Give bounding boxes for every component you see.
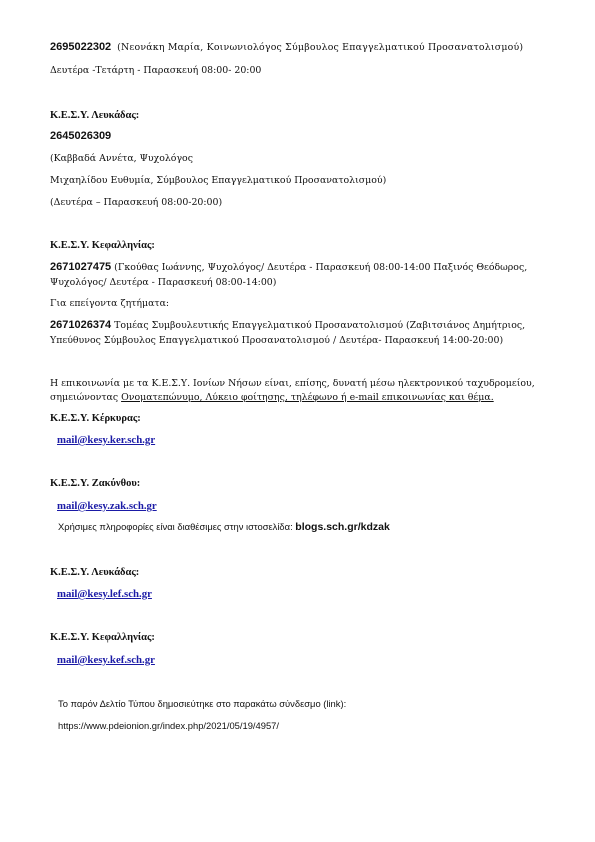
contact-line-gkouthas	[50, 261, 527, 273]
contact-line-zavitsianos	[50, 319, 525, 331]
contact-line-neonaki	[50, 41, 523, 53]
website-link[interactable]: blogs.sch.gr/kdzak	[295, 521, 390, 533]
phone-number: 2645026309	[50, 130, 112, 142]
contact-text: (Νεονάκη Μαρία, Κοινωνιολόγος Σύμβουλος Επαγγελματικού Προσανατολισμού)	[117, 42, 524, 53]
phone-number: 2671026374	[50, 319, 112, 331]
email-link-zakynthos[interactable]: mail@kesy.zak.sch.gr	[57, 500, 157, 512]
urgent-label: Για επείγοντα ζητήματα:	[50, 298, 170, 309]
contact-text: (Γκούθας Ιωάννης, Ψυχολόγος/ Δευτέρα - Παρασκευή 08:00-14:00 Παξινός Θεόδωρος,	[114, 262, 528, 273]
hours-text: (Δευτέρα – Παρασκευή 08:00-20:00)	[50, 197, 223, 208]
email-link-kefalonia[interactable]: mail@kesy.kef.sch.gr	[57, 654, 155, 666]
email-link-kerkyra[interactable]: mail@kesy.ker.sch.gr	[57, 434, 156, 446]
contact-text: Τομέας Συμβουλευτικής Επαγγελματικού Προσανατολισμού (Ζαβιτσιάνος Δημήτριος,	[114, 320, 526, 331]
section-heading-kefalonia-email: Κ.Ε.Σ.Υ. Κεφαλληνίας:	[50, 632, 155, 643]
section-heading-zakynthos: Κ.Ε.Σ.Υ. Ζακύνθου:	[50, 478, 141, 489]
email-info-text: σημειώνοντας Ονοματεπώνυμο, Λύκειο φοίτησης, τηλέφωνο ή e-mail επικοινωνίας και θέμα.	[50, 392, 494, 403]
section-heading-lefkada-email: Κ.Ε.Σ.Υ. Λευκάδας:	[50, 567, 140, 578]
email-link-lefkada[interactable]: mail@kesy.lef.sch.gr	[57, 588, 152, 600]
press-release-url[interactable]: https://www.pdeionion.gr/index.php/2021/05/19/4957/	[58, 720, 279, 731]
website-info-line: Χρήσιμες πληροφορίες είναι διαθέσιμες στην ιστοσελίδα: blogs.sch.gr/kdzak	[58, 521, 390, 533]
phone-number: 2695022302	[50, 41, 112, 53]
required-fields-text: Ονοματεπώνυμο, Λύκειο φοίτησης, τηλέφωνο ή e-mail επικοινωνίας και θέμα.	[121, 392, 494, 403]
press-release-text: Το παρόν Δελτίο Τύπου δημοσιεύτηκε στο παρακάτω σύνδεσμο (link):	[58, 698, 347, 709]
contact-text: (Καββαδά Αννέτα, Ψυχολόγος	[50, 153, 193, 164]
email-info-text: Η επικοινωνία με τα Κ.Ε.Σ.Υ. Ιονίων Νήσων είναι, επίσης, δυνατή μέσω ηλεκτρονικού ταχυδρομείου,	[50, 378, 535, 389]
phone-number: 2671027475	[50, 261, 112, 273]
contact-text: Υπεύθυνος Σύμβουλος Επαγγελματικού Προσανατολισμού / Δευτέρα- Παρασκευή 14:00-20:00)	[50, 335, 504, 346]
section-heading-kerkyra: Κ.Ε.Σ.Υ. Κέρκυρας:	[50, 413, 141, 424]
section-heading-kefalonia: Κ.Ε.Σ.Υ. Κεφαλληνίας:	[50, 240, 155, 251]
section-heading-lefkada: Κ.Ε.Σ.Υ. Λευκάδας:	[50, 110, 140, 121]
contact-text: Ψυχολόγος/ Δευτέρα - Παρασκευή 08:00-14:00)	[50, 277, 277, 288]
contact-text: Μιχαηλίδου Ευθυμία, Σύμβουλος Επαγγελματικού Προσανατολισμού)	[50, 175, 387, 186]
hours-text: Δευτέρα -Τετάρτη - Παρασκευή 08:00- 20:00	[50, 65, 262, 76]
